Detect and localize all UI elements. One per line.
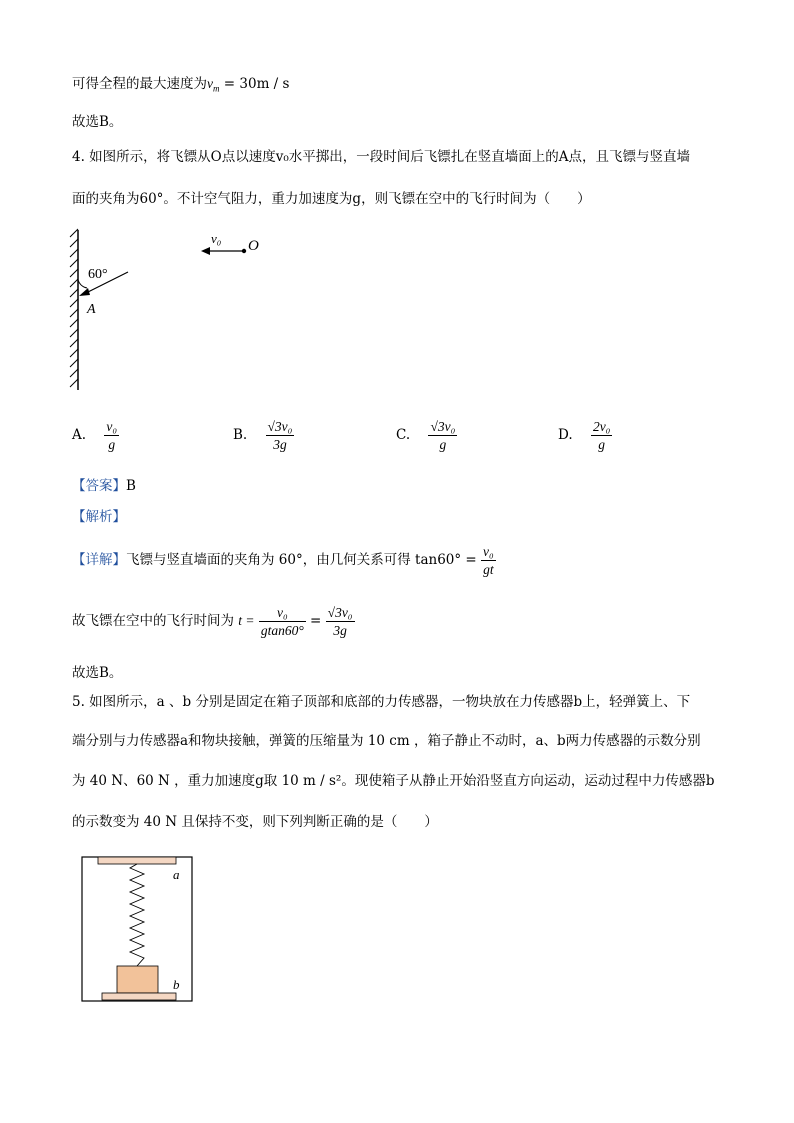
option-letter: C. bbox=[396, 427, 411, 443]
fraction-den: g bbox=[598, 437, 606, 452]
fraction-den: g bbox=[108, 437, 116, 452]
fraction-num: v₀ bbox=[483, 544, 494, 559]
point-o-label: O bbox=[248, 238, 259, 254]
detail-fraction bbox=[481, 543, 496, 578]
fraction-num: √3v₀ bbox=[267, 419, 293, 434]
sensor-a bbox=[98, 857, 176, 864]
point-a-label: A bbox=[87, 302, 96, 317]
time-eq: t = bbox=[238, 613, 255, 628]
block bbox=[117, 966, 158, 993]
option-letter: A. bbox=[72, 427, 87, 443]
option-letter: D. bbox=[558, 427, 573, 443]
v0-label: v₀ bbox=[211, 231, 222, 246]
point-o-dot bbox=[242, 249, 246, 253]
detail-eq-left: tan60° = bbox=[415, 552, 477, 568]
equals-sign: = bbox=[310, 613, 322, 629]
q5-stem-line4: 的示数变为 40 N 且保持不变，则下列判断正确的是（ ） bbox=[72, 814, 438, 830]
sensor-b-label: b bbox=[173, 977, 180, 992]
v0-arrowhead bbox=[201, 247, 210, 255]
fraction-num: √3v₀ bbox=[430, 419, 456, 434]
option-fraction bbox=[104, 418, 119, 453]
option-letter: B. bbox=[233, 427, 248, 443]
vmax-symbol: $v_m$ bbox=[207, 76, 220, 94]
prev-max-speed-line bbox=[72, 72, 289, 94]
option-fraction bbox=[428, 418, 457, 453]
prev-line-text: 可得全程的最大速度为 bbox=[72, 76, 207, 92]
q4-option-a[interactable] bbox=[72, 418, 119, 453]
time-fraction-1 bbox=[259, 604, 306, 639]
q4-time-line bbox=[72, 604, 355, 639]
fraction-den: gtan60° bbox=[260, 623, 304, 638]
fraction-num: 2v₀ bbox=[592, 419, 611, 434]
time-fraction-2 bbox=[326, 604, 355, 639]
q4-figure bbox=[68, 225, 278, 395]
q5-figure bbox=[78, 852, 198, 1007]
dart-arrowhead bbox=[79, 288, 90, 296]
sensor-b bbox=[102, 993, 176, 1000]
fraction-den: 3g bbox=[273, 437, 287, 452]
q4-detail-line bbox=[72, 543, 496, 578]
q5-stem-line1: 5. 如图所示，a 、b 分别是固定在箱子顶部和底部的力传感器，一物块放在力传感器b上，轻弹簧上、下 bbox=[72, 694, 691, 710]
detail-tag: 【详解】 bbox=[72, 552, 126, 568]
option-fraction bbox=[591, 418, 612, 453]
prev-choose: 故选B。 bbox=[72, 114, 123, 130]
angle-arc bbox=[78, 280, 87, 288]
vmax-value: = 30m / s bbox=[223, 76, 290, 92]
q4-stem-line1: 4. 如图所示，将飞镖从O点以速度v₀水平掷出，一段时间后飞镖扎在竖直墙面上的A点，且飞镖与竖直墙 bbox=[72, 149, 691, 165]
fraction-num: v₀ bbox=[106, 419, 118, 434]
option-fraction bbox=[266, 418, 295, 453]
fraction-den: g bbox=[439, 437, 447, 452]
q4-analysis-tag bbox=[72, 505, 126, 525]
analysis-tag: 【解析】 bbox=[72, 509, 126, 525]
fraction-den: gt bbox=[483, 562, 494, 577]
wall-hatching bbox=[70, 229, 78, 387]
fraction-num: v₀ bbox=[259, 604, 306, 622]
q4-stem-line2: 面的夹角为60°。不计空气阻力，重力加速度为g，则飞镖在空中的飞行时间为（ ） bbox=[72, 191, 591, 207]
sensor-a-label: a bbox=[173, 867, 180, 882]
q4-option-c[interactable] bbox=[396, 418, 457, 453]
angle-label: 60° bbox=[88, 267, 108, 282]
detail-text: 飞镖与竖直墙面的夹角为 60°，由几何关系可得 bbox=[126, 552, 411, 568]
time-text: 故飞镖在空中的飞行时间为 bbox=[72, 613, 234, 629]
spring bbox=[130, 864, 144, 966]
answer-value: B bbox=[126, 478, 136, 494]
q5-stem-line2: 端分别与力传感器a和物块接触，弹簧的压缩量为 10 cm ，箱子静止不动时，a、b两力传感器的示数分别 bbox=[72, 733, 701, 749]
q4-answer-line bbox=[72, 474, 136, 494]
q4-option-d[interactable] bbox=[558, 418, 612, 453]
fraction-den: 3g bbox=[333, 623, 347, 638]
answer-tag: 【答案】 bbox=[72, 478, 126, 494]
q4-choose: 故选B。 bbox=[72, 665, 123, 681]
q4-option-b[interactable] bbox=[233, 418, 294, 453]
q5-stem-line3: 为 40 N、60 N ，重力加速度g取 10 m / s²。现使箱子从静止开始沿竖直方向运动，运动过程中力传感器b bbox=[72, 773, 715, 789]
fraction-num: √3v₀ bbox=[327, 605, 353, 620]
